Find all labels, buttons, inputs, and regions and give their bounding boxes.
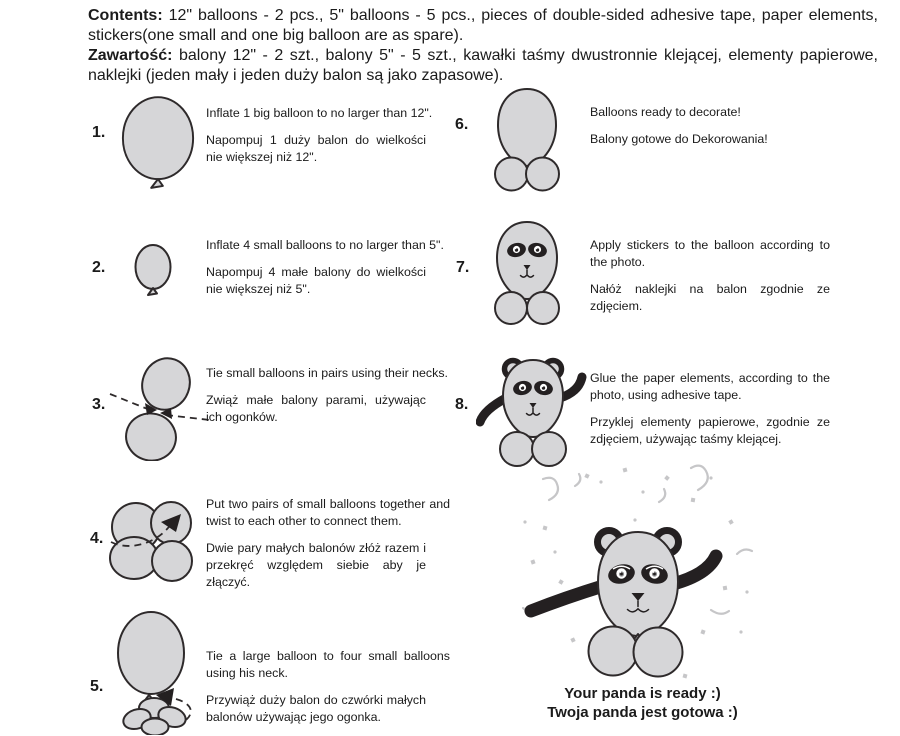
step-3-text	[206, 365, 450, 426]
step-5-number: 5.	[90, 678, 104, 695]
contents-line-pl	[88, 46, 878, 86]
step-3-text-en: Tie small balloons in pairs using their necks.	[206, 366, 448, 380]
step-8-text-pl: Przyklej elementy papierowe, zgodnie ze zdjęciem, używając taśmy klejącej.	[590, 415, 830, 446]
step-6-text	[590, 104, 830, 148]
panda-face-balloon-icon	[492, 220, 562, 326]
step-4-number: 4.	[90, 530, 104, 547]
step-1-text-en: Inflate 1 big balloon to no larger than 12".	[206, 106, 433, 120]
step-2-text-en: Inflate 4 small balloons to no larger than 5".	[206, 238, 444, 252]
step-2-text-pl: Napompuj 4 małe balony do wielkości nie większej niż 5".	[206, 265, 426, 296]
panda-arm	[480, 398, 506, 422]
step-3-number: 3.	[92, 396, 106, 413]
step-7-text-en: Apply stickers to the balloon according to the photo.	[590, 238, 830, 269]
step-6-text-en: Balloons ready to decorate!	[590, 105, 741, 119]
step-8-number: 8.	[455, 396, 469, 413]
step-3-text-pl: Zwiąż małe balony parami, używając ich ogonków.	[206, 393, 426, 424]
step-1-text	[206, 105, 450, 166]
panda-arm	[531, 586, 603, 611]
balloon-body-icon	[494, 87, 560, 193]
panda-with-ears-and-arms-icon	[476, 356, 590, 467]
step-8-text-en: Glue the paper elements, according to the photo, using adhesive tape.	[590, 371, 830, 402]
finale-caption-en: Your panda is ready :)	[564, 685, 721, 702]
step-2-number: 2.	[92, 259, 106, 276]
step-6-text-pl: Balony gotowe do Dekorowania!	[590, 132, 768, 146]
contents-label-pl: Zawartość:	[88, 47, 173, 64]
finale-caption	[528, 684, 757, 722]
tied-balloon-pair-icon	[108, 357, 212, 461]
step-7-text-pl: Nałóż naklejki na balon zgodnie ze zdjęciem.	[590, 282, 830, 313]
contents-text-en: 12" balloons - 2 pcs., 5" balloons - 5 pcs., pieces of double-sided adhesive tape, paper elements, stickers(one small and one big balloon are as spare).	[88, 7, 878, 44]
contents-line-en	[88, 6, 878, 46]
step-4-text-en: Put two pairs of small balloons together and twist to each other to connect them.	[206, 497, 450, 528]
small-balloon-icon	[133, 242, 173, 300]
contents-text-pl: balony 12" - 2 szt., balony 5" - 5 szt., kawałki taśmy dwustronnie klejącej, elementy papierowe, naklejki (jeden mały i jeden duży balon są jako zapasowe).	[88, 47, 878, 84]
step-5-text-en: Tie a large balloon to four small balloons using his neck.	[206, 649, 450, 680]
finale-caption-pl: Twoja panda jest gotowa :)	[547, 704, 738, 721]
step-1-number: 1.	[92, 124, 106, 141]
step-4-text-pl: Dwie pary małych balonów złóż razem i przekręć względem siebie aby je złączyć.	[206, 541, 426, 589]
step-7-text	[590, 237, 830, 315]
step-7-number: 7.	[456, 259, 470, 276]
step-6-number: 6.	[455, 116, 469, 133]
step-4-text	[206, 496, 450, 591]
step-8-text	[590, 370, 830, 448]
step-5-text-pl: Przywiąż duży balon do czwórki małych balonów używając jego ogonka.	[206, 693, 426, 724]
big-balloon-icon	[119, 94, 197, 194]
contents-header	[88, 6, 878, 86]
finished-panda-with-confetti-icon	[515, 462, 760, 682]
contents-label-en: Contents:	[88, 7, 163, 24]
four-balloon-cluster-icon	[103, 492, 198, 587]
step-2-text	[206, 237, 450, 298]
step-5-text	[206, 648, 450, 726]
big-balloon-tied-to-cluster-icon	[116, 611, 200, 735]
panda-arm	[673, 556, 716, 584]
step-1-text-pl: Napompuj 1 duży balon do wielkości nie większej niż 12".	[206, 133, 426, 164]
